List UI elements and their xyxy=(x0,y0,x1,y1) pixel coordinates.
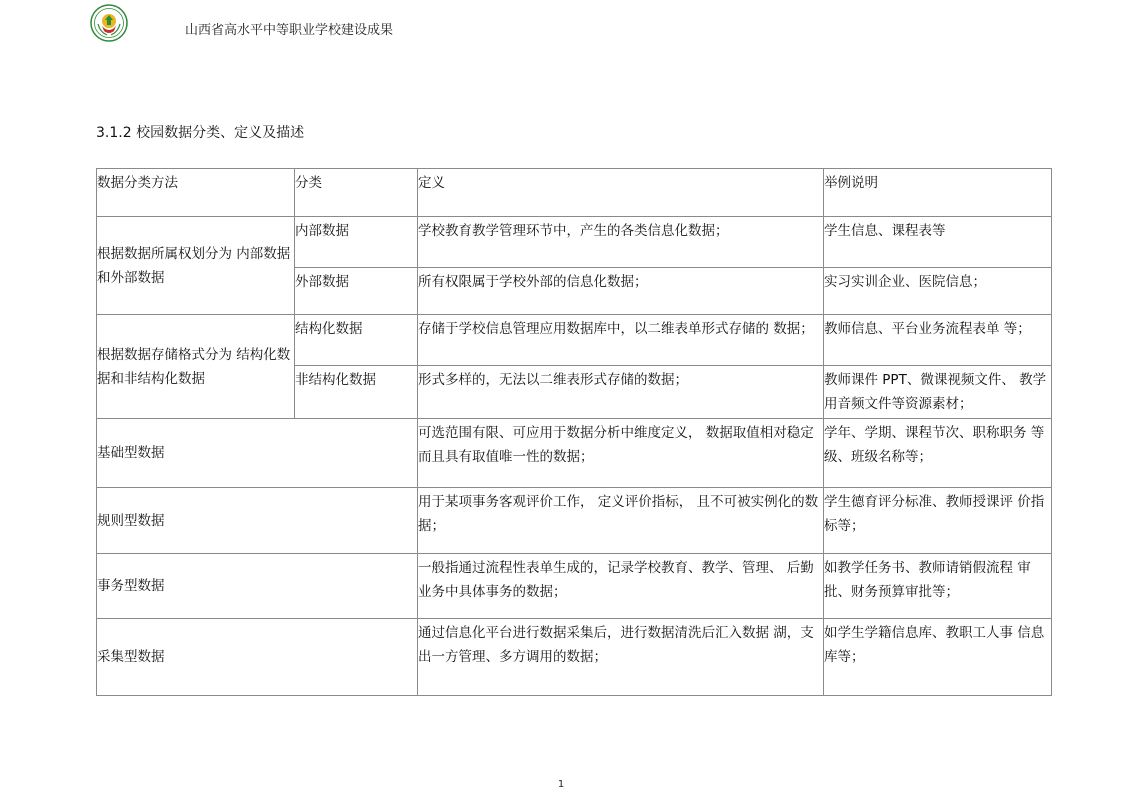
table-row xyxy=(97,619,1052,696)
definition-cell: 可选范围有限、可应用于数据分析中维度定义， 数据取值相对稳定而且具有取值唯一性的数据； xyxy=(418,419,824,488)
example-cell: 学生信息、课程表等 xyxy=(824,217,1052,268)
category-cell: 内部数据 xyxy=(295,217,418,268)
type-label-cell: 事务型数据 xyxy=(97,554,418,619)
school-emblem-icon xyxy=(90,4,128,42)
page-number: 1 xyxy=(557,779,565,790)
type-label-cell: 采集型数据 xyxy=(97,619,418,696)
definition-cell: 所有权限属于学校外部的信息化数据； xyxy=(418,268,824,315)
example-cell: 学生德育评分标准、教师授课评 价指标等； xyxy=(824,488,1052,554)
type-label-cell: 规则型数据 xyxy=(97,488,418,554)
definition-cell: 通过信息化平台进行数据采集后，进行数据清洗后汇入数据 湖，支出一方管理、多方调用的数据； xyxy=(418,619,824,696)
example-cell: 如教学任务书、教师请销假流程 审批、财务预算审批等； xyxy=(824,554,1052,619)
table-row xyxy=(97,315,1052,366)
example-cell: 教师课件 PPT、微课视频文件、 教学用音频文件等资源素材； xyxy=(824,366,1052,419)
example-cell: 如学生学籍信息库、教职工人事 信息库等； xyxy=(824,619,1052,696)
table-row xyxy=(97,419,1052,488)
header-cell-method: 数据分类方法 xyxy=(97,169,295,217)
example-cell: 实习实训企业、医院信息； xyxy=(824,268,1052,315)
definition-cell: 学校教育教学管理环节中，产生的各类信息化数据； xyxy=(418,217,824,268)
category-cell: 外部数据 xyxy=(295,268,418,315)
example-cell: 教师信息、平台业务流程表单 等； xyxy=(824,315,1052,366)
method-cell: 根据数据所属权划分为 内部数据和外部数据 xyxy=(97,217,295,315)
definition-cell: 形式多样的，无法以二维表形式存储的数据； xyxy=(418,366,824,419)
table-row xyxy=(97,217,1052,268)
data-classification-table xyxy=(96,168,1052,696)
section-title: 3.1.2 校园数据分类、定义及描述 xyxy=(96,125,305,141)
definition-cell: 一般指通过流程性表单生成的，记录学校教育、教学、管理、 后勤业务中具体事务的数据； xyxy=(418,554,824,619)
category-cell: 结构化数据 xyxy=(295,315,418,366)
type-label-cell: 基础型数据 xyxy=(97,419,418,488)
header-title: 山西省高水平中等职业学校建设成果 xyxy=(185,23,394,38)
header-cell-category: 分类 xyxy=(295,169,418,217)
header-cell-definition: 定义 xyxy=(418,169,824,217)
header-cell-example: 举例说明 xyxy=(824,169,1052,217)
definition-cell: 用于某项事务客观评价工作， 定义评价指标， 且不可被实例化的数据； xyxy=(418,488,824,554)
definition-cell: 存储于学校信息管理应用数据库中，以二维表单形式存储的 数据； xyxy=(418,315,824,366)
table-row xyxy=(97,554,1052,619)
table-header-row xyxy=(97,169,1052,217)
category-cell: 非结构化数据 xyxy=(295,366,418,419)
example-cell: 学年、学期、课程节次、职称职务 等级、班级名称等； xyxy=(824,419,1052,488)
method-cell: 根据数据存储格式分为 结构化数据和非结构化数据 xyxy=(97,315,295,419)
table-row xyxy=(97,488,1052,554)
